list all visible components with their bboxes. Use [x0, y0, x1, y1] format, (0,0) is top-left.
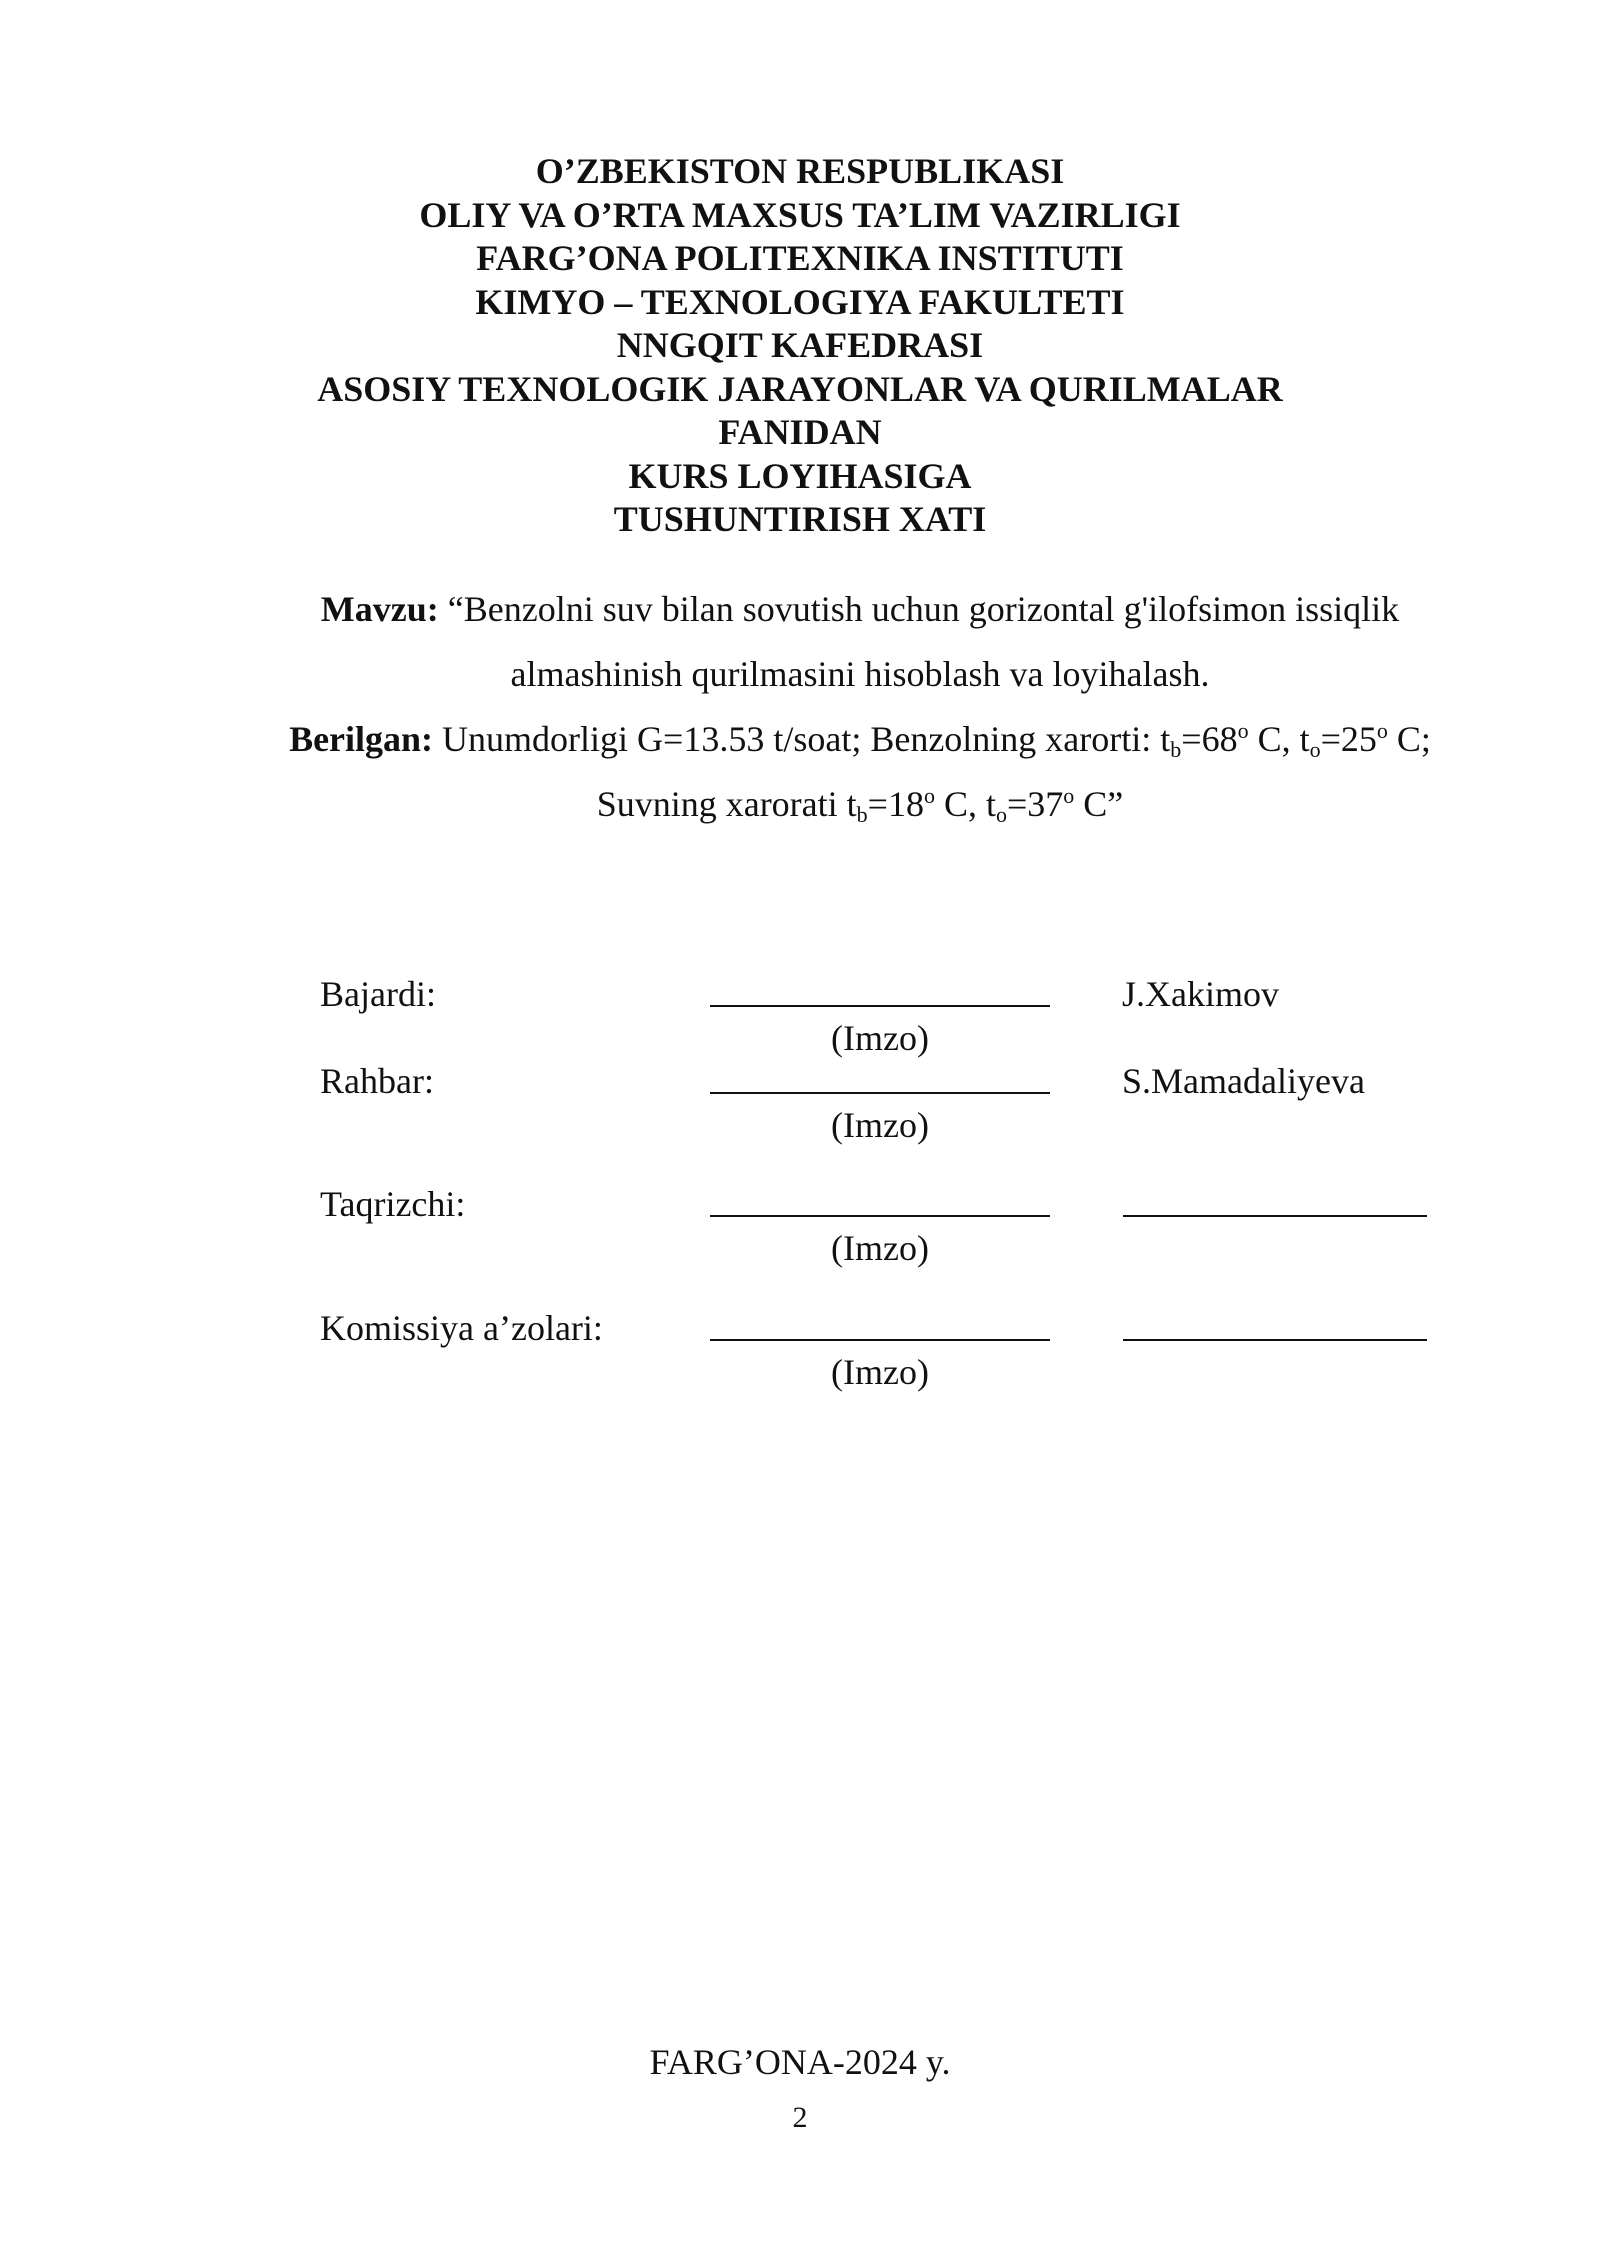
signature-line-supervisor [710, 1092, 1050, 1094]
signature-label-performer: Bajardi: [320, 974, 436, 1014]
signature-name-supervisor: S.Mamadaliyeva [1122, 1061, 1365, 1101]
given-text-e: C; [1387, 719, 1431, 759]
given-line-2 [230, 772, 1490, 837]
topic-line-1 [230, 577, 1490, 642]
topic-label: Mavzu: [320, 589, 439, 629]
title-line-subject: ASOSIY TEXNOLOGIK JARAYONLAR VA QURILMALAR [317, 368, 1283, 409]
page-number: 2 [792, 2101, 808, 2134]
signature-name-performer: J.Xakimov [1122, 974, 1279, 1014]
imzo-caption-supervisor: (Imzo) [831, 1105, 929, 1145]
given-text-c: C, t [1248, 719, 1310, 759]
topic-line-2 [230, 642, 1490, 707]
signature-label-supervisor: Rahbar: [320, 1061, 434, 1101]
water-sub-o: o [995, 802, 1007, 827]
title-line-institute: FARG’ONA POLITEXNIKA INSTITUTI [476, 238, 1124, 278]
water-text-a: Suvning xarorati t [596, 784, 857, 824]
water-text-b: =18 [867, 784, 924, 824]
given-text-b: =68 [1181, 719, 1238, 759]
water-text-c: C, t [934, 784, 996, 824]
water-text-d: =37 [1006, 784, 1064, 824]
given-sub-o: o [1309, 737, 1321, 762]
name-line-reviewer [1123, 1215, 1427, 1217]
water-sub-b: b [856, 802, 868, 827]
title-line-faculty: KIMYO – TEXNOLOGIYA FAKULTETI [475, 281, 1125, 322]
signature-line-commission [710, 1339, 1050, 1341]
imzo-caption-performer: (Imzo) [831, 1018, 929, 1058]
title-line-course-project: KURS LOYIHASIGA [628, 455, 972, 496]
given-label: Berilgan: [289, 719, 434, 759]
signature-label-commission: Komissiya a’zolari: [320, 1308, 603, 1348]
given-sup-o-1: o [1237, 718, 1249, 743]
topic-text-1: “Benzolni suv bilan sovutish uchun gorizontal g'ilofsimon issiqlik [447, 589, 1400, 629]
given-sup-o-2: o [1376, 718, 1388, 743]
imzo-caption-commission: (Imzo) [831, 1352, 929, 1392]
signature-line-reviewer [710, 1215, 1050, 1217]
imzo-caption-reviewer: (Imzo) [831, 1228, 929, 1268]
title-block [0, 150, 1600, 542]
title-line-republic: O’ZBEKISTON RESPUBLIKASI [535, 151, 1065, 191]
topic-text-2: almashinish qurilmasini hisoblash va loyihalash. [510, 654, 1210, 694]
water-text-e: C” [1074, 784, 1124, 824]
signature-label-reviewer: Taqrizchi: [320, 1184, 466, 1224]
name-line-commission [1123, 1339, 1427, 1341]
given-text-a: Unumdorligi G=13.53 t/soat; Benzolning xarorti: t [442, 719, 1171, 759]
city-year: FARG’ONA-2024 y. [649, 2042, 951, 2082]
title-line-subject-cont: FANIDAN [718, 412, 882, 452]
title-line-department: NNGQIT KAFEDRASI [616, 325, 984, 365]
title-line-explanatory-note: TUSHUNTIRISH XATI [613, 499, 987, 539]
given-sub-b: b [1170, 737, 1182, 762]
water-sup-o-2: o [1063, 783, 1075, 808]
given-line-1 [230, 707, 1490, 772]
given-text-d: =25 [1320, 719, 1377, 759]
water-sup-o-1: o [923, 783, 935, 808]
title-line-ministry: OLIY VA O’RTA MAXSUS TA’LIM VAZIRLIGI [419, 194, 1181, 235]
signature-line-performer [710, 1005, 1050, 1007]
